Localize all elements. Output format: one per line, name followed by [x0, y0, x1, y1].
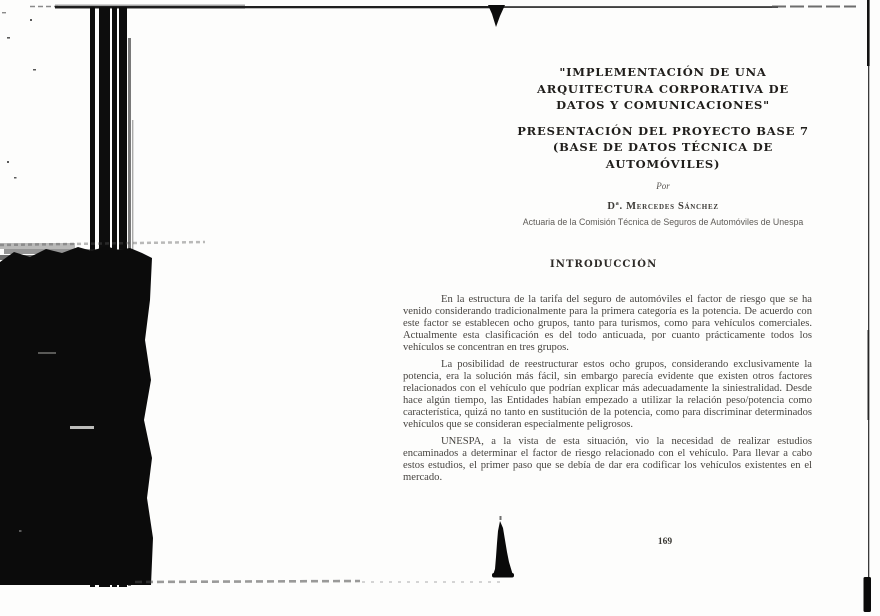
document-title-line: "IMPLEMENTACIÓN DE UNA [559, 65, 767, 79]
paragraph: UNESPA, a la vista de esta situación, vio la necesidad de realizar estudios encaminados a determinar el factor de riesgo relacionado con el vehículo. Para llevar a cabo estos estudios, el primer paso que se debía de dar era codificar los vehículos existentes en el mercado. [403, 436, 812, 483]
paragraph: En la estructura de la tarifa del seguro de automóviles el factor de riesgo que se ha venido considerando tradicionalmente para la primera categoría es la potencia. De acuerdo con este factor se establecen ocho grupos, tanto para turismos, como para vehículos comerciales. Actualmente esta clasificación es del todo anticuada, por cuanto prácticamente todos los vehículos se concentran en tres grupos. [403, 294, 812, 353]
body-text-column [403, 294, 812, 489]
top-edge-scan-line [30, 5, 856, 9]
document-title-line: DATOS Y COMUNICACIONES" [556, 98, 770, 112]
scan-speckles [2, 12, 36, 532]
document-subtitle-line: AUTOMÓVILES) [605, 156, 721, 171]
document-title-line: ARQUITECTURA CORPORATIVA DE [537, 81, 789, 96]
author-affiliation: Actuaria de la Comisión Técnica de Seguros de Automóviles de Unespa [522, 217, 804, 227]
document-heading-block [468, 64, 858, 172]
author-name: Dª. Mercedes Sánchez [607, 201, 719, 212]
document-subtitle-block [468, 123, 858, 173]
section-heading-introduccion: INTRODUCCIÓN [550, 259, 658, 270]
byline-por: Por [656, 181, 670, 191]
center-ink-spike [492, 516, 514, 578]
top-ink-tick [488, 5, 505, 27]
document-subtitle-line: (BASE DE DATOS TÉCNICA DE [552, 140, 774, 154]
document-subtitle-line: PRESENTACIÓN DEL PROYECTO BASE 7 [517, 123, 809, 138]
photocopy-binding-stripes [90, 7, 133, 587]
paragraph: La posibilidad de reestructurar estos ocho grupos, considerando exclusivamente la potencia, era la solución más fácil, sin embargo parecía evidente que existen otros factores relacionados con el vehículo que podrían explicar más adecuadamente la siniestralidad. Desde hace algún tiempo, las Entidades habían empezado a utilizar la relación peso/potencia como característica, quizá no tanto en sustitución de la potencia, como para discriminar determinados vehículos que se consideran especialmente peligrosos. [403, 359, 812, 430]
page-number: 169 [657, 537, 673, 547]
right-edge-scan-line [864, 0, 872, 612]
